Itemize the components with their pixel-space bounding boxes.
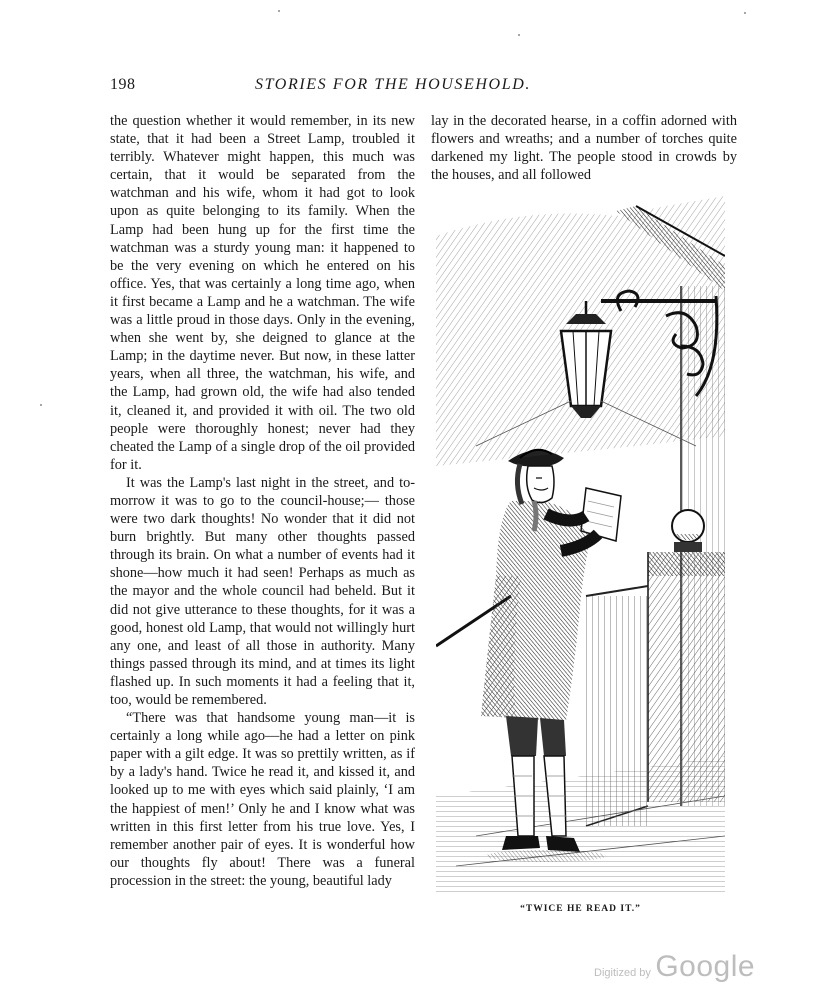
running-head: STORIES FOR THE HOUSEHOLD. [255,76,531,93]
watchman-reading-letter-illustration [436,196,725,896]
left-column [110,112,415,890]
scan-speck [40,404,42,406]
paragraph: lay in the decorated hearse, in a coffin adorned with flowers and wreaths; and a number of torches quite darkened my light. The people stood in crowds by the houses, and all followed [431,113,737,184]
watermark-prefix: Digitized by [594,967,651,979]
paragraph: It was the Lamp's last night in the street, and to-morrow it was to go to the council-house;— those were two dark thoughts! No wonder that it did not burn brightly. But many other thoughts passed through its brain. On what a number of events had it shone—how much it had seen! Perhaps as much as the mayor and the whole council had beheld. But it did not give utterance to these thoughts, for it was a good, honest old Lamp, that would not willingly hurt any one, and least of all those in authority. Many things passed through its mind, and at times its light flashed up. In such moments it had a feeling that it, too, would be remembered. [110,474,415,708]
scan-speck [744,12,746,14]
scan-speck [278,10,280,12]
right-column [431,112,737,184]
paragraph: the question whether it would remember, in its new state, that it had been a Street Lamp, troubled it terribly. Whatever might happen, this much was certain, that it would be separated from the watchman and his wife, whom it had got to look upon as quite belonging to its family. When the Lamp had been hung up for the first time the watchman was a sturdy young man: it happened to be the very evening on which he entered on his office. Yes, that was certainly a long time ago, when it first became a Lamp and he a watchman. The wife was a little proud in those days. Only in the evening, when she went by, she deigned to glance at the Lamp; in the daytime never. But now, in these latter years, when all three, the watchman, his wife, and the Lamp, had grown old, the wife had also tended it, cleaned it, and provided it with oil. The two old people were thoroughly honest; never had they cheated the Lamp of a single drop of the oil provided for it. [110,113,415,473]
digitized-by-google-watermark [594,950,755,984]
page-number: 198 [110,76,136,93]
google-logo-text: Google [655,950,756,983]
paragraph: “There was that handsome young man—it is certainly a long while ago—he had a letter on pink paper with a gilt edge. It was so prettily written, as if by a lady's hand. Twice he read it, and kissed it, and looked up to me with eyes which said plainly, ‘I am the happiest of men!’ Only he and I know what was written in this first letter from his true love. Yes, I remember another pair of eyes. It is wonderful how our thoughts fly about! There was a funeral procession in the street: the young, beautiful lady [110,710,415,889]
scan-speck [518,34,520,36]
illustration-caption: “TWICE HE READ IT.” [520,904,641,914]
